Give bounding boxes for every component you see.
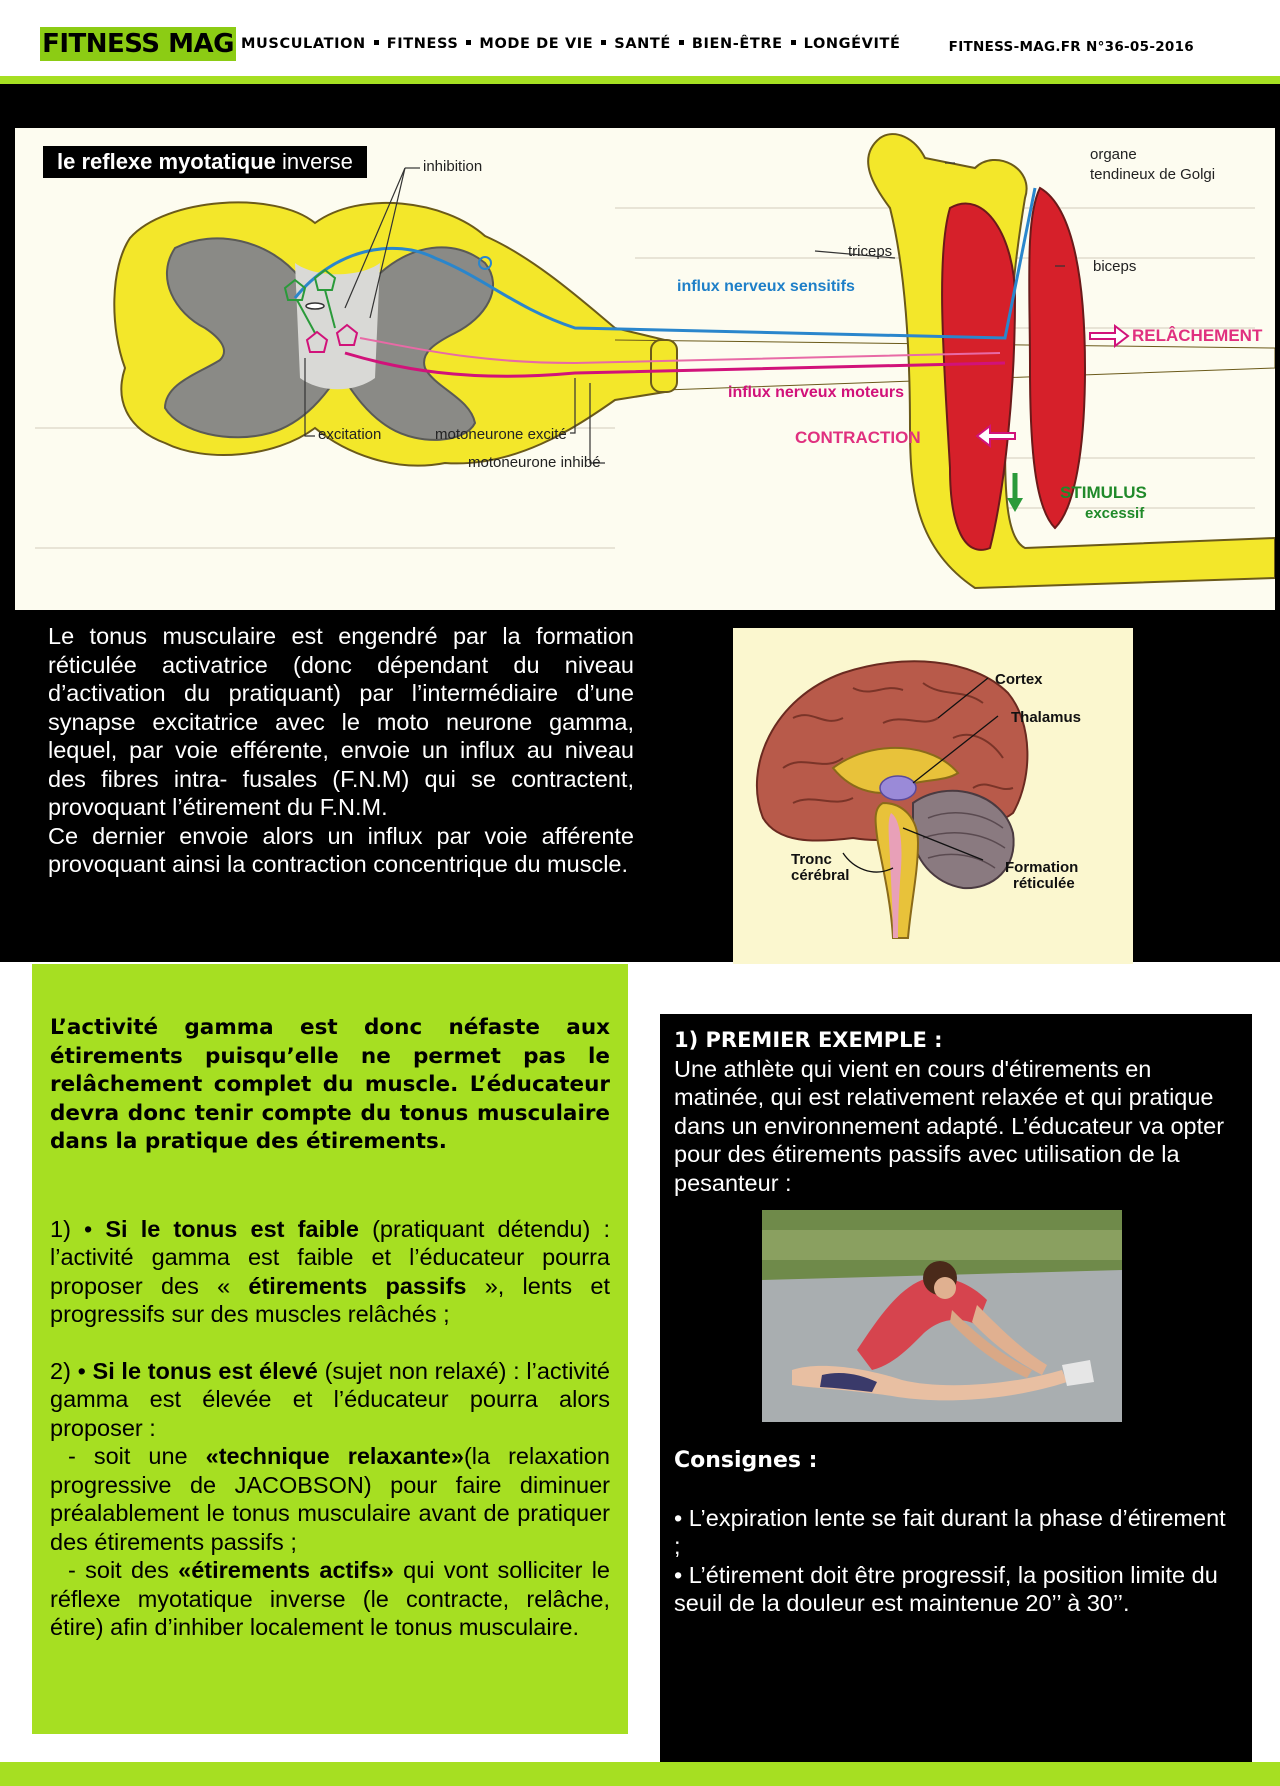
diagram-title-bold: le reflexe myotatique bbox=[57, 149, 276, 174]
brain-label-thalamus: Thalamus bbox=[1011, 709, 1082, 726]
item2b-prefix: - soit des bbox=[68, 1557, 179, 1583]
nav-separator bbox=[679, 40, 684, 45]
label-motoneurone-inhibe: motoneurone inhibé bbox=[468, 454, 601, 471]
item2-prefix: 2) • bbox=[50, 1357, 93, 1384]
issue-number: FITNESS-MAG.FR N°36-05-2016 bbox=[948, 39, 1194, 55]
tonus-faible-item bbox=[50, 1215, 610, 1329]
nav-item-bien-etre[interactable]: BIEN-ÊTRE bbox=[691, 36, 783, 52]
label-biceps: biceps bbox=[1093, 258, 1137, 275]
item1-bold: Si le tonus est faible bbox=[105, 1215, 359, 1242]
nav-item-sante[interactable]: SANTÉ bbox=[614, 36, 671, 52]
header-rule bbox=[0, 76, 1280, 84]
item1-bold2: étirements passifs bbox=[248, 1272, 467, 1299]
footer-rule bbox=[0, 1762, 1280, 1786]
example-title: 1) PREMIER EXEMPLE : bbox=[674, 1028, 943, 1052]
item1-text: (pratiquant détendu) : l’activité gamma est faible et l’éducateur pourra proposer des « bbox=[50, 1215, 610, 1299]
spinal-cord-shape bbox=[114, 202, 665, 465]
technique-relaxante-item bbox=[50, 1442, 610, 1556]
label-triceps: triceps bbox=[848, 243, 893, 260]
reflex-diagram bbox=[15, 128, 1275, 610]
magazine-logo: FITNESS MAG bbox=[40, 27, 236, 61]
tonus-paragraph bbox=[48, 622, 634, 879]
item2a-bold: «technique relaxante» bbox=[205, 1443, 464, 1469]
brain-illustration bbox=[733, 628, 1133, 964]
brain-diagram bbox=[733, 628, 1133, 964]
item2-text: (sujet non relaxé) : l’activité gamma est élevée et l’éducateur pourra alors proposer : bbox=[50, 1357, 610, 1441]
nav-item-fitness[interactable]: FITNESS bbox=[386, 36, 459, 52]
label-stimulus: STIMULUS bbox=[1060, 483, 1147, 502]
nav-item-longevite[interactable]: LONGÉVITÉ bbox=[803, 36, 901, 52]
nav-item-musculation[interactable]: MUSCULATION bbox=[241, 36, 366, 52]
brain-label-formation-line1: Formation bbox=[1005, 859, 1079, 876]
label-contraction: CONTRACTION bbox=[795, 428, 921, 447]
item2a-text: (la relaxation progressive de JACOBSON) pour faire diminuer préalablement le tonus musculaire avant de pratiquer des étirements passifs ; bbox=[50, 1443, 611, 1555]
item1-prefix: 1) • bbox=[50, 1215, 106, 1242]
label-inhibition: inhibition bbox=[423, 158, 483, 175]
brain-label-cortex: Cortex bbox=[995, 671, 1043, 688]
reflex-diagram-illustration bbox=[15, 128, 1275, 610]
consignes-title: Consignes : bbox=[674, 1448, 818, 1473]
label-relachement: RELÂCHEMENT bbox=[1132, 326, 1263, 345]
example-text: Une athlète qui vient en cours d'étirements en matinée, qui est relativement relaxée et qui pratique dans un environnement adapté. L’éducateur va opter pour des étirements passifs avec utilisation de la pesanteur : bbox=[674, 1055, 1225, 1196]
label-organe: organe bbox=[1090, 146, 1137, 163]
tonus-paragraph-2: Ce dernier envoie alors un influx par voie afférente provoquant ainsi la contraction concentrique du muscle. bbox=[48, 822, 634, 877]
example-box bbox=[660, 1014, 1252, 1762]
diagram-title-rest: inverse bbox=[275, 149, 353, 174]
tonus-eleve-item bbox=[50, 1357, 610, 1443]
brain-label-formation bbox=[1005, 860, 1078, 892]
nav-separator bbox=[601, 40, 606, 45]
tonus-paragraph-1: Le tonus musculaire est engendré par la formation réticulée activatrice (donc dépendant du niveau d’activation du pratiquant) par l’intermédiaire d’une synapse excitatrice avec le moto neurone gamma, lequel, par voie efférente, envoie un influx au niveau des fibres intra- fusales (F.N.M) qui se contractent, provoquant l’étirement du F.N.M. bbox=[48, 623, 634, 820]
gamma-activity-content bbox=[50, 1014, 610, 1642]
etirements-actifs-item bbox=[50, 1556, 610, 1642]
diagram-title bbox=[43, 146, 367, 178]
label-influx-sensitifs: influx nerveux sensitifs bbox=[677, 278, 855, 295]
label-excitation: excitation bbox=[318, 426, 382, 443]
brain-label-tronc-line1: Tronc bbox=[791, 851, 832, 868]
gamma-activity-box bbox=[32, 964, 628, 1734]
brain-label-tronc bbox=[791, 852, 849, 884]
stretching-photo bbox=[762, 1210, 1122, 1422]
label-tendineux: tendineux de Golgi bbox=[1090, 166, 1216, 183]
nav-item-mode-de-vie[interactable]: MODE DE VIE bbox=[479, 36, 594, 52]
section-nav bbox=[241, 36, 900, 52]
nav-separator bbox=[466, 40, 471, 45]
item2-bold: Si le tonus est élevé bbox=[92, 1357, 318, 1384]
brain-label-formation-line2: réticulée bbox=[1013, 875, 1075, 892]
consigne-bullet-1: • L’expiration lente se fait durant la phase d’étirement ; bbox=[674, 1504, 1226, 1559]
label-excessif: excessif bbox=[1085, 505, 1145, 522]
brain-label-tronc-line2: cérébral bbox=[791, 867, 850, 884]
nav-separator bbox=[374, 40, 379, 45]
label-influx-moteurs: influx nerveux moteurs bbox=[728, 384, 905, 401]
item2a-prefix: - soit une bbox=[68, 1443, 206, 1469]
stretching-athlete-image bbox=[762, 1210, 1122, 1422]
item2b-text: qui vont solliciter le réflexe myotatique inverse (le contracte, relâche, étire) afin d’inhiber localement le tonus musculaire. bbox=[50, 1557, 610, 1640]
consigne-bullet-2: • L’étirement doit être progressif, la position limite du seuil de la douleur est maintenue 20’’ à 30’’. bbox=[674, 1561, 1218, 1616]
item2b-bold: «étirements actifs» bbox=[178, 1557, 394, 1583]
gamma-lead-text: L’activité gamma est donc néfaste aux étirements puisqu’elle ne permet pas le relâchement complet du muscle. L’éducateur devra donc tenir compte du tonus musculaire dans la pratique des étirements. bbox=[50, 1015, 610, 1154]
nav-separator bbox=[791, 40, 796, 45]
label-motoneurone-excite: motoneurone excité bbox=[435, 426, 567, 443]
item1-text2: », lents et progressifs sur des muscles relâchés ; bbox=[50, 1272, 611, 1327]
